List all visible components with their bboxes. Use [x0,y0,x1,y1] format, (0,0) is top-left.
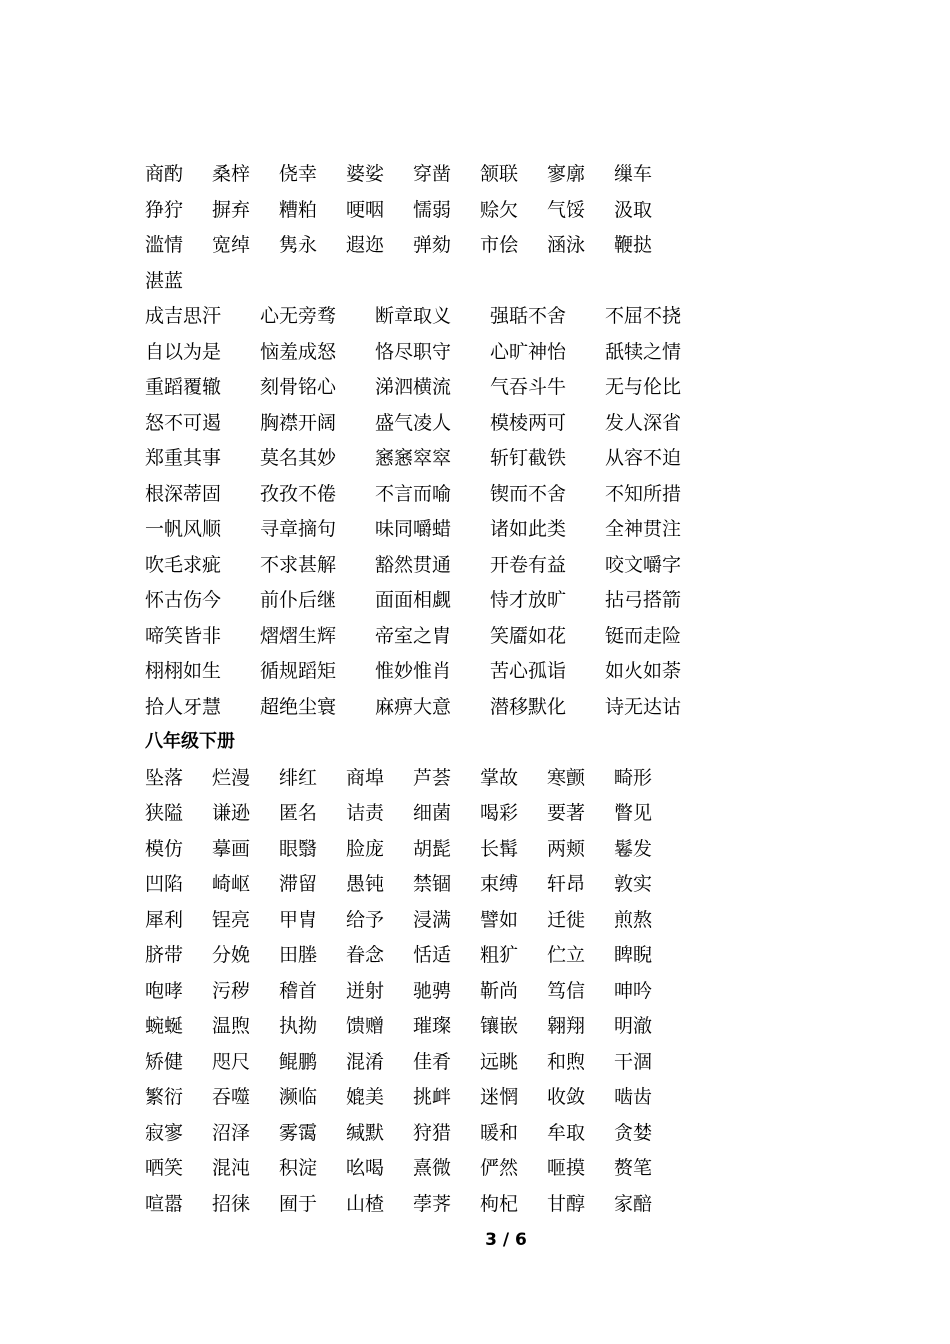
word-row-entry: 畸形 [614,766,653,789]
word-row-entry: 积淀 [279,1157,318,1179]
idiom-row-entry: 苦心孤诣 [490,660,567,682]
word-row-entry: 诘责 [346,802,385,824]
idiom-row-entry: 味同嚼蜡 [375,518,452,540]
word-row-entry: 吆喝 [346,1157,385,1179]
idiom-row-entry: 不知所措 [605,482,682,505]
idiom-row-entry: 心无旁骛 [260,305,337,327]
idiom-row-entry: 不屈不挠 [605,305,682,327]
section-heading: 八年级下册 [145,731,235,752]
word-row-entry: 媲美 [346,1086,385,1108]
word-row-entry: 懦弱 [413,198,452,221]
idiom-row-entry: 盛气凌人 [375,411,452,434]
idiom-row-entry: 郑重其事 [145,447,222,469]
word-row-entry: 鬈发 [614,837,653,860]
word-row-entry: 寥廓 [547,163,586,185]
word-row-entry: 崎岖 [212,873,251,895]
idiom-row-entry: 啼笑皆非 [145,624,222,647]
idiom-row-entry: 恪尽职守 [375,340,452,363]
word-row-entry: 贪婪 [614,1121,653,1144]
word-row-entry: 吞噬 [212,1086,251,1108]
word-row-entry: 家醅 [614,1192,653,1215]
idiom-row-entry: 从容不迫 [605,447,682,469]
word-row-entry: 锃亮 [212,908,251,931]
word-row-entry: 谦逊 [212,802,251,824]
word-row-entry: 驰骋 [413,979,452,1002]
word-row-entry: 矫健 [145,1050,184,1073]
word-row-entry: 伫立 [547,944,586,966]
idiom-row-entry: 恃才放旷 [490,589,567,611]
word-row-entry: 恬适 [413,944,452,966]
word-row-entry: 咫尺 [212,1050,251,1073]
word-row-entry: 馈赠 [346,1015,385,1037]
idiom-row-entry: 怀古伤今 [145,589,222,611]
word-row-entry: 靳尚 [480,979,519,1002]
word-row-entry: 绯红 [279,766,318,789]
word-row-entry: 颔联 [480,163,519,185]
idiom-row-entry: 诗无达诂 [605,695,682,718]
idiom-row-entry: 循规蹈矩 [260,660,337,682]
word-row-entry: 混淆 [346,1050,385,1073]
idiom-row-entry: 前仆后继 [260,589,337,611]
word-row-entry: 敦实 [614,873,653,895]
word-row-entry: 脸庞 [346,837,385,860]
word-row-entry: 瞥见 [614,802,653,824]
word-row-entry: 招徕 [212,1192,251,1215]
idiom-row-entry: 恼羞成怒 [260,340,337,363]
idiom-row-entry: 全神贯注 [605,518,682,540]
word-row-entry: 眼翳 [279,837,318,860]
word-row-entry: 滞留 [279,873,318,895]
idiom-row-entry: 气吞斗牛 [490,376,567,398]
word-row-entry: 喝彩 [480,802,519,824]
idiom-row-entry: 斩钉截铁 [490,447,567,469]
word-row-entry: 甲胄 [279,908,318,931]
word-row-entry: 摹画 [212,837,251,860]
word-row-entry: 气馁 [547,198,586,221]
word-row-entry: 咂摸 [547,1157,586,1179]
word-row-entry: 寒颤 [547,766,586,789]
idiom-row-entry: 拈弓搭箭 [605,589,682,611]
word-row-entry: 璀璨 [413,1015,452,1037]
word-row-entry: 模仿 [145,837,184,860]
word-row-entry: 烂漫 [212,766,251,789]
word-row-entry: 商酌 [145,163,184,185]
idiom-row-entry: 惟妙惟肖 [375,660,452,682]
word-row-entry: 沼泽 [212,1121,251,1144]
idiom-row-entry: 栩栩如生 [145,660,222,682]
word-row-entry: 混沌 [212,1157,251,1179]
word-row-entry: 涵泳 [547,234,586,256]
word-row-entry: 狭隘 [145,802,184,824]
idiom-row-entry: 强聒不舍 [490,305,567,327]
idiom-row-entry: 铤而走险 [605,624,682,647]
idiom-row-entry: 不求甚解 [260,553,337,576]
word-row-entry: 细菌 [413,802,452,824]
word-row-entry: 汲取 [614,198,653,221]
word-row-entry: 俨然 [480,1157,519,1179]
word-row-entry: 迁徙 [547,908,586,931]
word-row-entry: 长髯 [480,837,519,860]
word-row-entry: 甘醇 [547,1192,586,1215]
word-row-entry: 愚钝 [346,873,385,895]
idiom-row-entry: 吹毛求疵 [145,553,222,576]
idiom-row-entry: 无与伦比 [605,376,682,398]
word-row-entry: 胡髭 [413,837,452,860]
word-row-entry: 束缚 [480,873,519,895]
idiom-row-entry: 自以为是 [145,340,222,363]
idiom-row-entry: 拾人牙慧 [145,695,222,718]
word-row-entry: 粗犷 [480,944,519,966]
word-row-entry: 迷惘 [480,1086,519,1108]
word-row-entry: 山楂 [346,1192,385,1215]
idiom-row-entry: 刻骨铭心 [260,376,337,398]
idiom-row-entry: 舐犊之情 [605,340,682,363]
word-row-entry: 寂寥 [145,1121,184,1144]
word-row-entry: 弹劾 [413,234,452,256]
word-row-entry: 浸满 [413,908,452,931]
word-row-entry: 缫车 [614,163,653,185]
idiom-row-entry: 寻章摘句 [260,518,337,540]
idiom-row-entry: 发人深省 [605,411,682,434]
idiom-row-entry: 咬文嚼字 [605,553,682,576]
idiom-row-entry: 断章取义 [375,305,452,327]
idiom-row-entry: 如火如荼 [605,660,682,682]
word-row-entry: 温煦 [212,1015,251,1037]
word-row-entry: 坠落 [145,766,184,789]
idiom-row-entry: 超绝尘寰 [260,695,337,718]
word-row-entry: 狰狞 [145,198,184,221]
word-row-entry: 雾霭 [279,1121,318,1144]
idiom-row-entry: 涕泗横流 [375,376,452,398]
word-row-entry: 镶嵌 [480,1015,519,1037]
word-row-entry: 穿凿 [413,163,452,185]
word-row-entry: 脐带 [145,944,184,966]
word-row-entry: 暖和 [480,1121,519,1144]
word-row-entry: 糟粕 [279,198,318,221]
word-row-entry: 迸射 [346,979,385,1002]
word-row-entry: 凹陷 [145,873,184,895]
word-row-entry: 喧嚣 [145,1192,184,1215]
idiom-row-entry: 锲而不舍 [490,482,567,505]
word-row-entry: 赘笔 [614,1157,653,1179]
word-row-entry: 要著 [547,802,586,824]
page-number: 3 / 6 [485,1230,527,1250]
word-row-entry: 远眺 [480,1050,519,1073]
idiom-row-entry: 帝室之胄 [375,624,452,647]
idiom-row-entry: 重蹈覆辙 [145,376,222,398]
idiom-row-entry: 心旷神怡 [490,340,567,363]
word-row-entry: 分娩 [212,944,251,966]
word-row-entry: 枸杞 [480,1192,519,1215]
word-row-entry: 芦荟 [413,766,452,789]
word-row-entry: 赊欠 [480,198,519,221]
idiom-row-entry: 麻痹大意 [375,695,452,718]
word-row-entry: 湛蓝 [145,269,184,292]
word-row-entry: 笃信 [547,979,586,1002]
idiom-row-entry: 笑靥如花 [490,624,567,647]
word-row-entry: 哂笑 [145,1157,184,1179]
word-row-entry: 啮齿 [614,1086,653,1108]
idiom-row-entry: 诸如此类 [490,518,567,540]
idiom-row-entry: 窸窸窣窣 [375,447,452,469]
word-row-entry: 侥幸 [279,163,318,185]
word-row-entry: 掌故 [480,766,519,789]
word-row-entry: 桑梓 [212,163,251,185]
word-row-entry: 呻吟 [614,979,653,1002]
idiom-row-entry: 胸襟开阔 [260,411,337,434]
word-row-entry: 田塍 [279,944,318,966]
word-row-entry: 煎熬 [614,908,653,931]
word-row-entry: 佳肴 [413,1050,452,1073]
word-row-entry: 宽绰 [212,234,251,256]
word-row-entry: 匿名 [279,802,318,824]
word-row-entry: 熹微 [413,1157,452,1179]
word-row-entry: 干涸 [614,1050,653,1073]
word-row-entry: 荸荠 [413,1192,452,1215]
idiom-row-entry: 莫名其妙 [260,447,337,469]
word-row-entry: 繁衍 [145,1086,184,1108]
word-row-entry: 翱翔 [547,1015,586,1037]
idiom-row-entry: 熠熠生辉 [260,624,337,647]
word-row-entry: 市侩 [480,234,519,256]
word-row-entry: 禁锢 [413,873,452,895]
word-row-entry: 犀利 [145,908,184,931]
word-row-entry: 譬如 [480,908,519,931]
word-row-entry: 牟取 [547,1121,586,1144]
word-row-entry: 濒临 [279,1086,318,1108]
word-row-entry: 咆哮 [145,979,184,1002]
word-row-entry: 隽永 [279,234,318,256]
word-row-entry: 睥睨 [614,944,653,966]
idiom-row-entry: 潜移默化 [490,695,567,718]
word-row-entry: 囿于 [279,1192,318,1215]
idiom-row-entry: 模棱两可 [490,411,567,434]
word-row-entry: 蜿蜒 [145,1015,184,1037]
word-row-entry: 摒弃 [212,198,251,221]
idiom-row-entry: 怒不可遏 [145,411,222,434]
word-row-entry: 给予 [346,908,385,931]
word-row-entry: 两颊 [547,837,586,860]
idiom-row-entry: 豁然贯通 [375,553,452,576]
word-row-entry: 遐迩 [346,234,385,256]
idiom-row-entry: 成吉思汗 [145,305,222,327]
idiom-row-entry: 根深蒂固 [145,482,222,505]
word-row-entry: 稽首 [279,979,318,1002]
idiom-row-entry: 开卷有益 [490,553,567,576]
idiom-row-entry: 一帆风顺 [145,518,222,540]
word-row-entry: 鲲鹏 [279,1050,318,1073]
word-row-entry: 滥情 [145,234,184,256]
word-row-entry: 鞭挞 [614,234,653,256]
idiom-row-entry: 孜孜不倦 [260,482,337,505]
word-row-entry: 婆娑 [346,163,385,185]
word-row-entry: 轩昂 [547,873,586,895]
idiom-row-entry: 面面相觑 [375,589,452,611]
word-row-entry: 眷念 [346,944,385,966]
word-row-entry: 缄默 [346,1121,385,1144]
word-row-entry: 收敛 [547,1086,586,1108]
word-row-entry: 哽咽 [346,198,385,221]
word-row-entry: 和煦 [547,1050,586,1073]
word-row-entry: 执拗 [279,1015,318,1037]
word-row-entry: 污秽 [212,979,251,1002]
word-row-entry: 明澈 [614,1015,653,1037]
word-row-entry: 狩猎 [413,1121,452,1144]
word-row-entry: 商埠 [346,766,385,789]
word-row-entry: 挑衅 [413,1086,452,1108]
idiom-row-entry: 不言而喻 [375,482,452,505]
